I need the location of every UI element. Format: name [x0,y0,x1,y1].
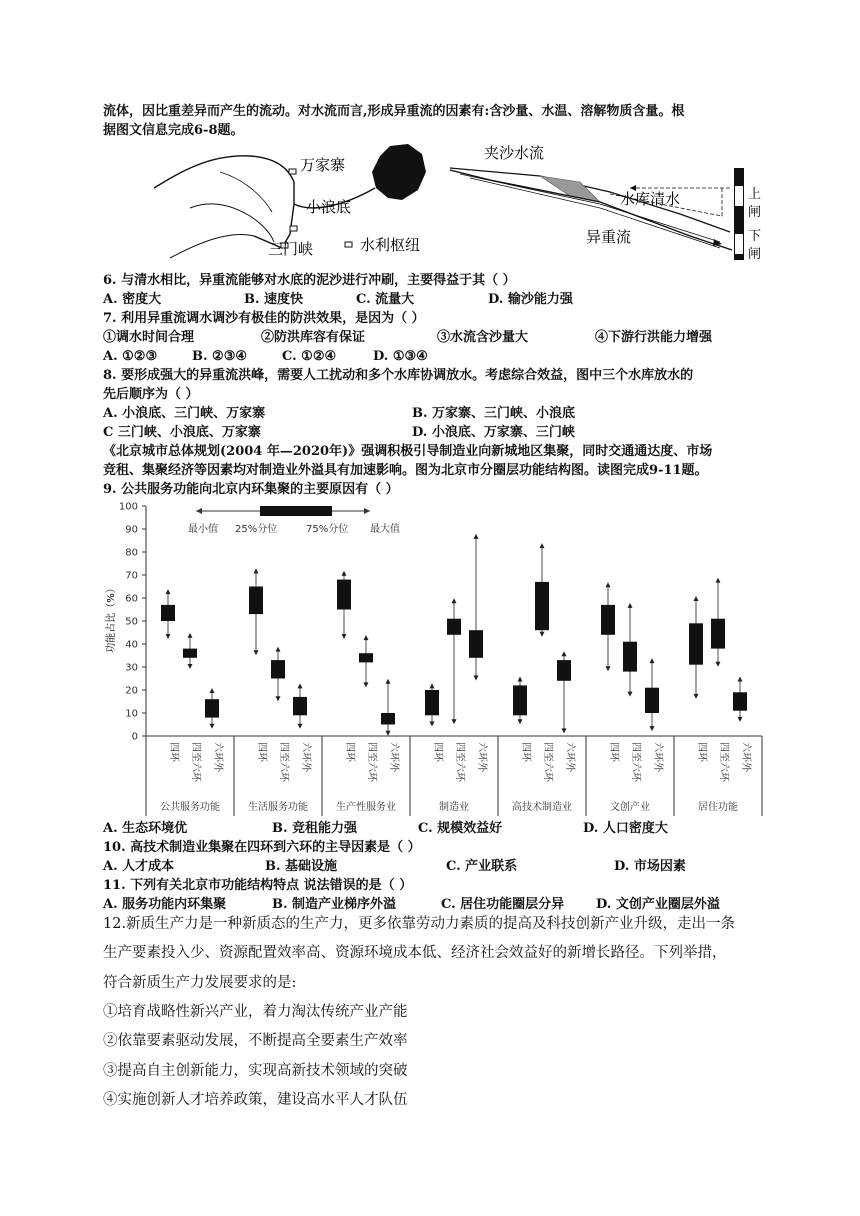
q7-option-a: A. ①②③ [103,349,158,364]
lower-gate-opening [735,234,743,254]
q9-option-d: D. 人口密度大 [583,821,668,836]
box-iqr [183,649,197,658]
ring-label: 四环 [432,742,443,762]
max-marker [716,578,721,583]
ring-label: 六环外 [564,742,575,772]
group-label: 公共服务功能 [160,802,220,813]
max-marker [518,677,523,682]
min-marker [166,634,171,639]
min-marker [210,724,215,729]
q8-option-a: A. 小浪底、三门峡、万家寨 [103,406,266,421]
max-marker [628,603,633,608]
y-tick-label: 50 [125,616,138,628]
q9-option-b: B. 竞租能力强 [272,821,358,836]
arrow-head-2 [713,239,722,246]
y-tick-label: 0 [131,731,138,743]
ring-label: 四环 [256,742,267,762]
q6-option-b: B. 速度快 [244,292,304,307]
q10-option-b: B. 基础设施 [265,859,338,874]
flow-label-clear-water: 水库清水 [620,190,681,208]
y-tick-label: 80 [125,547,138,559]
max-marker [210,688,215,693]
ring-label: 四至六环 [630,742,641,782]
max-marker [188,633,193,638]
min-marker [518,719,523,724]
river-tributary-2 [190,204,274,242]
flow-label-density-current: 异重流 [586,228,632,246]
min-marker [298,724,303,729]
flow-label-lower-gate-2: 闸 [748,247,762,262]
ring-label: 六环外 [652,742,663,772]
box-iqr [205,699,219,717]
min-marker [650,726,655,731]
legend-arrow-left [196,508,202,514]
box-iqr [381,713,395,725]
group-label: 生活服务功能 [248,802,308,813]
q12-line-3: 符合新质生产力发展要求的是: [103,975,297,991]
min-marker [386,731,391,736]
map-label-wanjiazhai: 万家寨 [300,156,346,174]
max-marker [738,677,743,682]
q8-stem-line-1: 8. 要形成强大的异重流洪峰，需要人工扰动和多个水库协调放水。考虑综合效益，图中三个水库放水的 [103,368,694,383]
legend-box [260,506,332,516]
y-tick-label: 100 [118,501,138,513]
y-tick-label: 90 [125,524,138,536]
ring-label: 六环外 [388,742,399,772]
wanjiazhai-marker [289,169,296,174]
box-iqr [161,605,175,621]
xiaolangdi-marker [290,226,297,231]
ring-label: 四至六环 [366,742,377,782]
q6-option-c: C. 流量大 [356,292,415,307]
q10-option-c: C. 产业联系 [446,859,518,874]
box-iqr [623,642,637,672]
group-label: 文创产业 [610,802,650,813]
min-marker [716,662,721,667]
legend-label: 25%分位 [235,524,278,535]
max-marker [540,543,545,548]
box-iqr [359,653,373,662]
y-tick-label: 70 [125,570,138,582]
ring-label: 四环 [168,742,179,762]
q10-option-d: D. 市场因素 [614,859,686,874]
q8-stem-line-2: 先后顺序为（ ） [103,387,199,402]
q12-item-4: ④实施创新人才培养政策，建设高水平人才队伍 [103,1092,408,1108]
max-marker [474,534,479,539]
q7-item-2: ②防洪库容有保证 [261,330,366,345]
legend-label: 最大值 [370,524,400,535]
q7-option-c: C. ①②④ [282,349,337,364]
y-tick-label: 40 [125,639,138,651]
min-marker [254,650,259,655]
ring-label: 四至六环 [278,742,289,782]
q8-option-c: C 三门峡、小浪底、万家寨 [103,425,261,440]
upper-gate-opening [735,186,743,206]
y-tick-label: 60 [125,593,138,605]
y-tick-label: 10 [125,708,138,720]
max-marker [298,683,303,688]
max-marker [606,582,611,587]
min-marker [276,696,281,701]
ring-label: 四环 [696,742,707,762]
max-marker [650,658,655,663]
q7-option-b: B. ②③④ [192,349,248,364]
flow-label-sediment: 夹沙水流 [484,144,545,162]
q9-option-c: C. 规模效益好 [418,821,503,836]
box-iqr [337,580,351,610]
q8-option-d: D. 小浪底、万家寨、三门峡 [412,425,575,440]
min-marker [606,666,611,671]
min-marker [628,692,633,697]
min-marker [738,717,743,722]
q12-item-3: ③提高自主创新能力，实现高新技术领域的突破 [103,1063,408,1079]
max-marker [276,647,281,652]
legend-dam-marker [345,242,352,247]
q11-option-b: B. 制造产业梯序外溢 [272,897,397,912]
y-tick-label: 30 [125,662,138,674]
q7-item-3: ③水流含沙量大 [437,330,529,345]
q11-option-c: C. 居住功能圈层分异 [441,897,565,912]
ring-label: 四至六环 [190,742,201,782]
min-marker [364,682,369,687]
q6-option-d: D. 输沙能力强 [488,292,573,307]
q11-option-a: A. 服务功能内环集聚 [103,897,227,912]
q12-item-2: ②依靠要素驱动发展，不断提高全要素生产效率 [103,1033,408,1049]
ring-label: 四环 [608,742,619,762]
q6-stem: 6. 与清水相比，异重流能够对水底的泥沙进行冲刷，主要得益于其（ ） [103,273,516,288]
q9-stem: 9. 公共服务功能向北京内环集聚的主要原因有（ ） [103,482,399,497]
min-marker [540,632,545,637]
q8-option-b: B. 万家寨、三门峡、小浪底 [412,406,576,421]
box-iqr [425,690,439,715]
map-label-sanmenxia: 三门峡 [268,240,314,258]
beijing-intro-line-1: 《北京城市总体规划(2004 年—2020年)》强调积极引导制造业向新城地区集聚，同时交通通达度、市场 [103,444,713,459]
map-label-xiaolangdi: 小浪底 [306,198,352,216]
max-marker [364,635,369,640]
box-iqr [447,619,461,635]
q10-stem: 10. 高技术制造业集聚在四环到六环的主导因素是（ ） [103,840,421,855]
sediment-wedge [540,176,600,202]
legend-label: 最小值 [188,524,218,535]
box-iqr [249,587,263,615]
map-label-dam: 水利枢纽 [360,236,421,254]
q9-option-a: A. 生态环境优 [103,821,188,836]
max-marker [254,568,259,573]
box-iqr [645,688,659,713]
min-marker [188,664,193,669]
box-iqr [557,660,571,681]
ring-label: 四至六环 [542,742,553,782]
box-iqr [513,685,527,715]
box-iqr [601,605,615,635]
group-label: 制造业 [439,802,469,813]
beijing-intro-line-2: 竞租、集聚经济等因素均对制造业外溢具有加速影响。图为北京市分圈层功能结构图。读图完成9-11题。 [103,463,708,478]
box-iqr [469,630,483,658]
box-iqr [733,692,747,710]
y-tick-label: 20 [125,685,138,697]
intro-line-1: 流体，因比重差异而产生的流动。对水流而言,形成异重流的因素有:含沙量、水温、溶解物质含量。根 [103,104,685,119]
river-tributary-1 [170,234,282,258]
min-marker [694,694,699,699]
beijing-function-boxplot [100,500,765,822]
q11-stem: 11. 下列有关北京市功能结构特点 说法错误的是（ ） [103,878,413,893]
min-marker [342,634,347,639]
legend-label: 75%分位 [306,524,349,535]
min-marker [474,676,479,681]
group-label: 生产性服务业 [336,802,396,813]
ring-label: 六环外 [476,742,487,772]
min-marker [430,722,435,727]
q7-stem: 7. 利用异重流调水调沙有极佳的防洪效果，是因为（ ） [103,311,425,326]
yellow-river-map [150,142,440,262]
ring-label: 六环外 [740,742,751,772]
max-marker [342,571,347,576]
box-iqr [271,660,285,678]
box-iqr [293,697,307,715]
max-marker [694,596,699,601]
group-label: 高技术制造业 [512,802,572,813]
density-current-diagram [450,140,770,264]
box-iqr [711,619,725,649]
q6-option-a: A. 密度大 [103,292,162,307]
q11-option-d: D. 文创产业圈层外溢 [596,897,720,912]
y-axis-label: 功能占比（%） [106,583,117,653]
max-marker [386,679,391,684]
q7-item-4: ④下游行洪能力增强 [595,330,713,345]
ring-label: 四至六环 [718,742,729,782]
ring-label: 六环外 [212,742,223,772]
ring-label: 四环 [344,742,355,762]
flow-label-upper-gate-2: 闸 [748,205,762,220]
q7-item-1: ①调水时间合理 [103,330,195,345]
q12-item-1: ①培育战略性新兴产业，着力淘汰传统产业产能 [103,1004,408,1020]
max-marker [452,598,457,603]
q7-option-d: D. ①③④ [373,349,428,364]
min-marker [452,719,457,724]
group-label: 居住功能 [698,802,738,813]
reservoir-lake [372,144,426,200]
intro-line-2: 据图文信息完成6-8题。 [103,123,244,138]
max-marker [166,589,171,594]
q10-option-a: A. 人才成本 [103,859,175,874]
q12-line-2: 生产要素投入少、资源配置效率高、资源环境成本低、经济社会效益好的新增长路径。下列举措， [103,945,727,961]
ring-label: 六环外 [300,742,311,772]
ring-label: 四至六环 [454,742,465,782]
flow-label-upper-gate-1: 上 [748,187,762,202]
max-marker [562,651,567,656]
max-marker [430,683,435,688]
ring-label: 四环 [520,742,531,762]
q12-line-1: 12.新质生产力是一种新质态的生产力，更多依靠劳动力素质的提高及科技创新产业升级，走出一条 [103,916,736,932]
box-iqr [689,623,703,664]
legend-arrow-right [364,508,370,514]
box-iqr [535,582,549,630]
min-marker [562,728,567,733]
flow-label-lower-gate-1: 下 [748,229,762,244]
